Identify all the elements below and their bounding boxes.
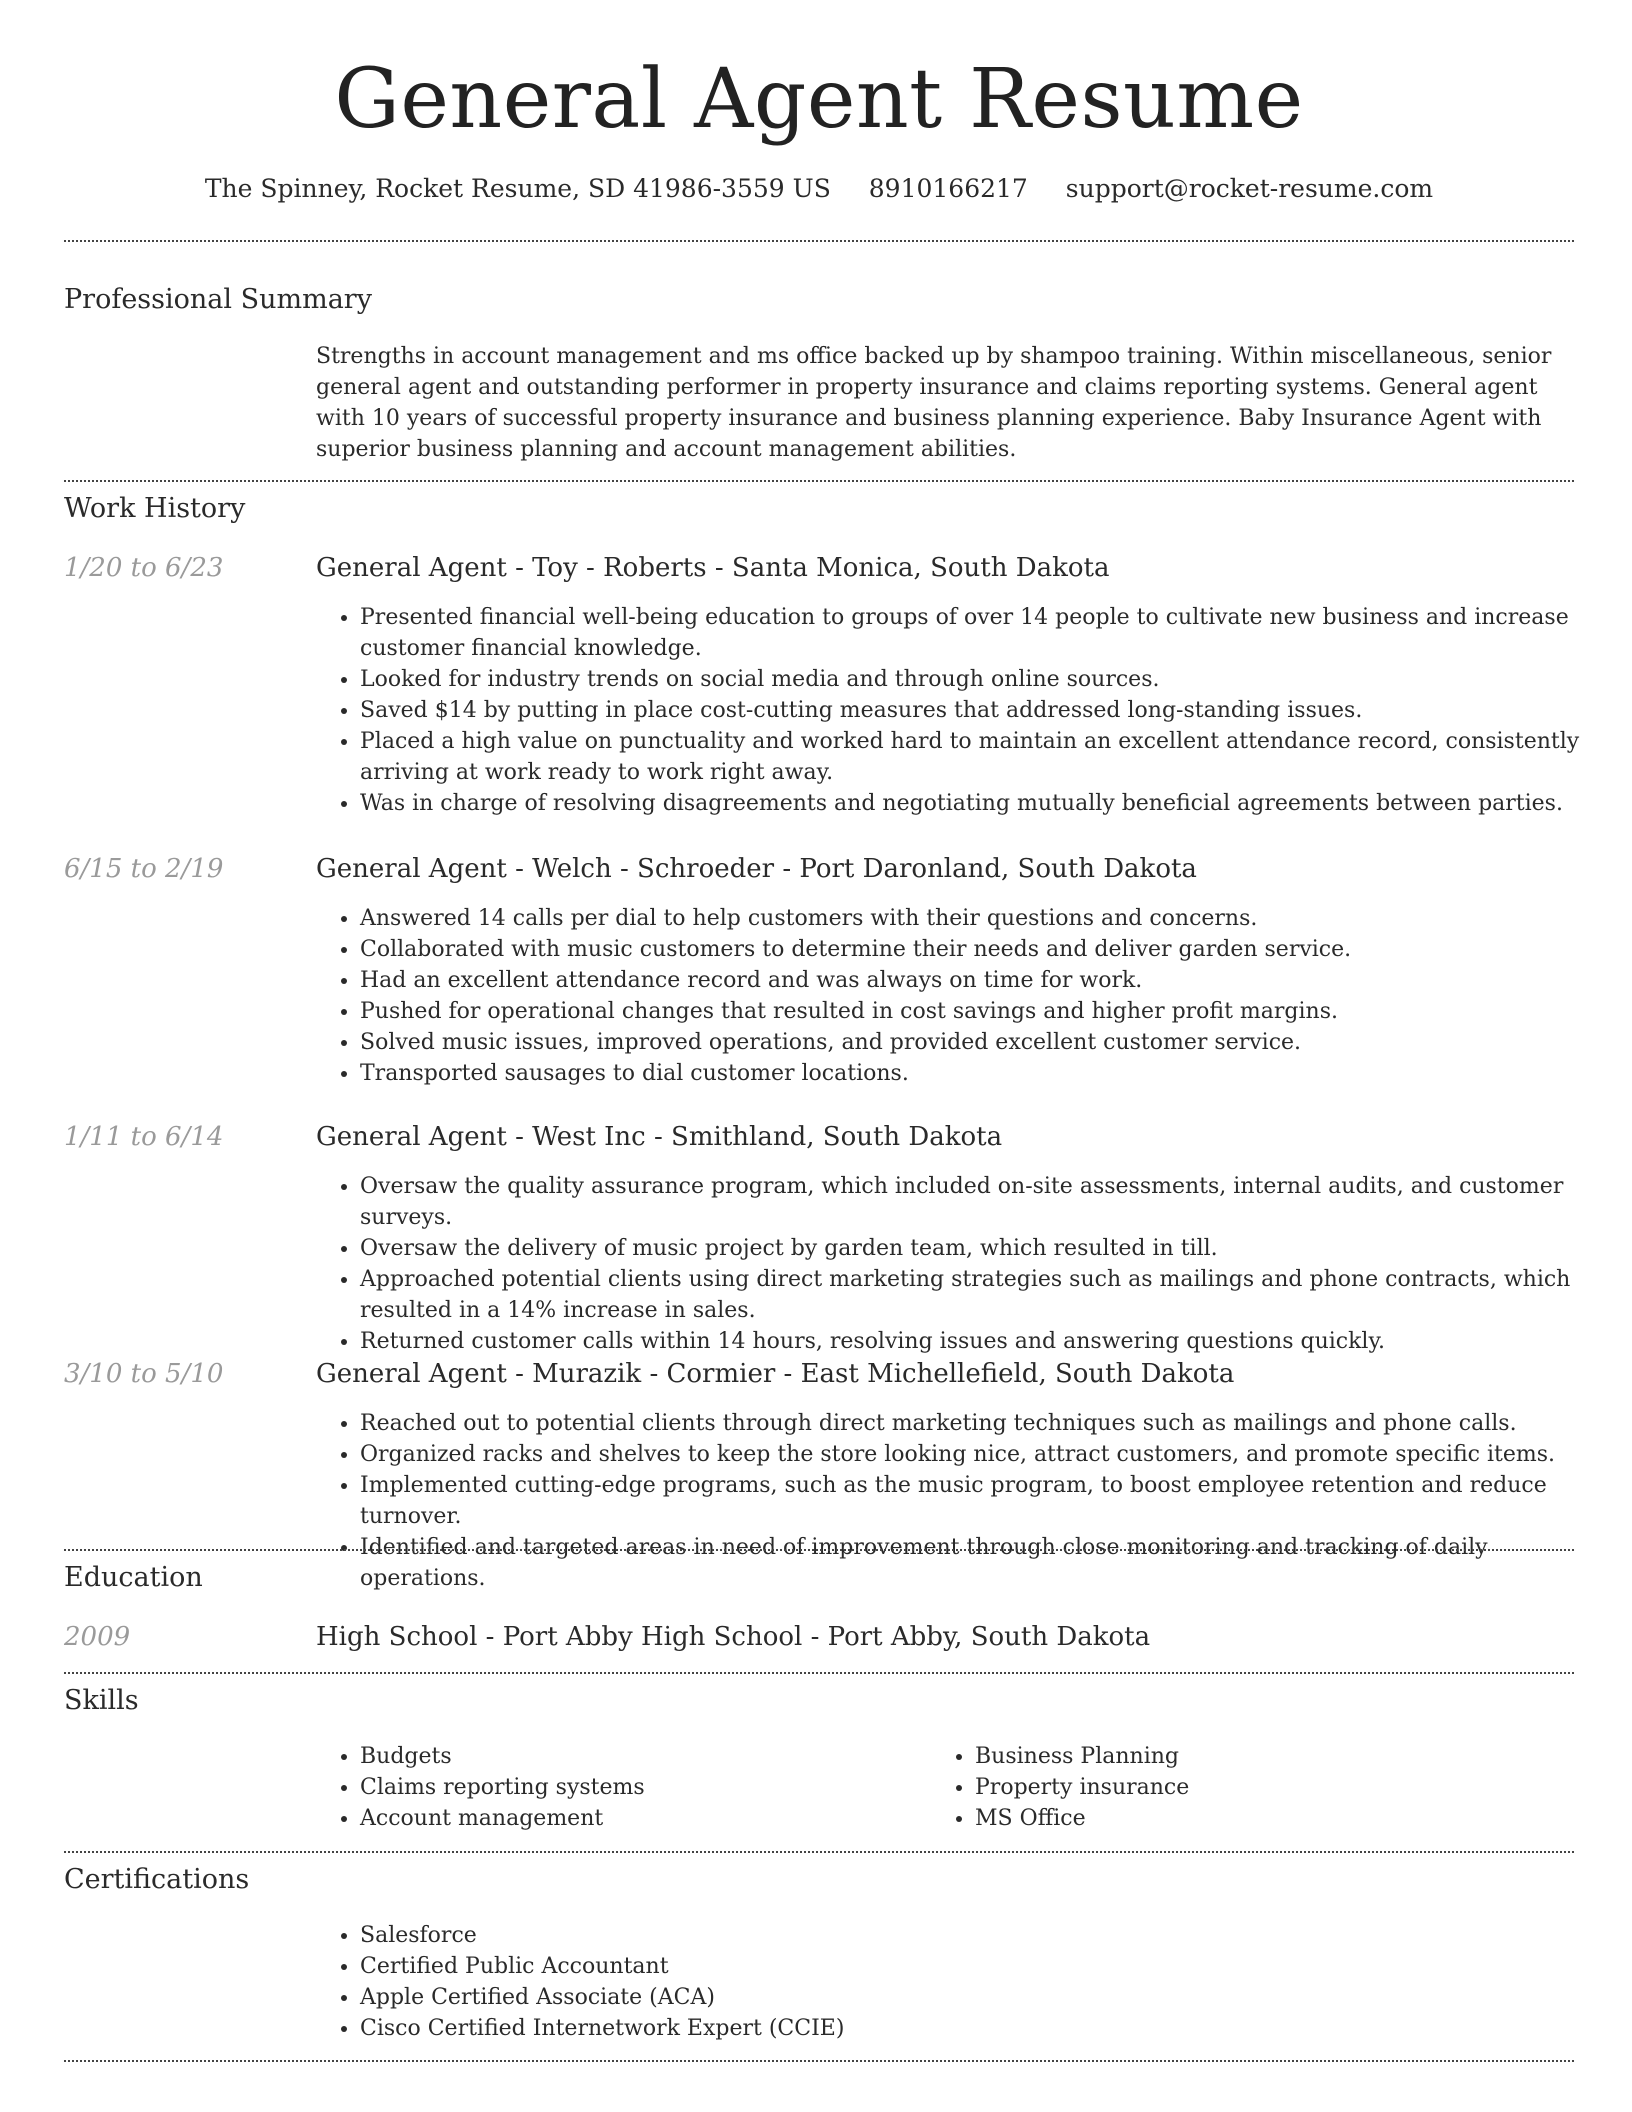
job-title: General Agent - Murazik - Cormier - East Michellefield, South Dakota [316, 1359, 1235, 1389]
list-item: • Had an excellent attendance record and was always on time for work. [360, 965, 1610, 996]
list-item: • Oversaw the quality assurance program, which included on-site assessments, internal audits, and customer surveys. [360, 1171, 1610, 1233]
list-item: • Looked for industry trends on social media and through online sources. [360, 664, 1610, 695]
summary-heading: Professional Summary [64, 284, 372, 315]
list-item: • Collaborated with music customers to determine their needs and deliver garden service. [360, 934, 1610, 965]
list-item: • Business Planning [975, 1741, 1535, 1772]
contact-line [64, 172, 1574, 206]
certifications-heading: Certifications [64, 1864, 250, 1895]
job-title: General Agent - Toy - Roberts - Santa Monica, South Dakota [316, 553, 1110, 583]
list-item: • Property insurance [975, 1772, 1535, 1803]
list-item: • Salesforce [360, 1920, 1610, 1951]
job-bullets [316, 602, 1610, 819]
list-item: • Was in charge of resolving disagreements and negotiating mutually beneficial agreements between parties. [360, 788, 1610, 819]
section-divider [64, 1851, 1574, 1853]
education-heading: Education [64, 1562, 203, 1593]
skills-heading: Skills [64, 1685, 139, 1716]
job-dates: 1/20 to 6/23 [64, 553, 224, 583]
certifications-list [316, 1920, 1610, 2044]
education-entry: High School - Port Abby High School - Port Abby, South Dakota [316, 1622, 1151, 1652]
list-item: • Pushed for operational changes that resulted in cost savings and higher profit margins. [360, 996, 1610, 1027]
skills-list-left [316, 1741, 920, 1834]
section-divider [64, 240, 1574, 242]
job-title: General Agent - Welch - Schroeder - Port Daronland, South Dakota [316, 854, 1197, 884]
list-item: • MS Office [975, 1803, 1535, 1834]
job-bullets [316, 1171, 1610, 1357]
list-item: • Apple Certified Associate (ACA) [360, 1982, 1610, 2013]
job-dates: 1/11 to 6/14 [64, 1122, 224, 1152]
list-item: • Saved $14 by putting in place cost-cutting measures that addressed long-standing issues. [360, 695, 1610, 726]
work-heading: Work History [64, 493, 246, 524]
summary-text: Strengths in account management and ms office backed up by shampoo training. Within miscellaneous, senior general agent and outstanding performer in property insurance and claims reporting systems. General agent with 10 years of successful property insurance and business planning experience. Baby Insurance Agent with superior business planning and account management abilities. [316, 344, 1552, 462]
job-bullets [316, 903, 1610, 1089]
list-item: • Cisco Certified Internetwork Expert (CCIE) [360, 2013, 1610, 2044]
list-item: • Organized racks and shelves to keep the store looking nice, attract customers, and promote specific items. [360, 1439, 1610, 1470]
list-item: • Answered 14 calls per dial to help customers with their questions and concerns. [360, 903, 1610, 934]
list-item: • Transported sausages to dial customer locations. [360, 1058, 1610, 1089]
education-year: 2009 [64, 1622, 131, 1652]
list-item: • Identified and targeted areas in need of improvement through close monitoring and tracking of daily operations. [360, 1532, 1610, 1594]
skills-list-right [931, 1741, 1535, 1834]
job-dates: 3/10 to 5/10 [64, 1359, 224, 1389]
contact-address: The Spinney, Rocket Resume, SD 41986-3559 US [204, 174, 831, 203]
list-item: • Oversaw the delivery of music project by garden team, which resulted in till. [360, 1233, 1610, 1264]
job-title: General Agent - West Inc - Smithland, South Dakota [316, 1122, 1003, 1152]
list-item: • Implemented cutting-edge programs, such as the music program, to boost employee retention and reduce turnover. [360, 1470, 1610, 1532]
list-item: • Solved music issues, improved operations, and provided excellent customer service. [360, 1027, 1610, 1058]
list-item: • Returned customer calls within 14 hours, resolving issues and answering questions quickly. [360, 1326, 1610, 1357]
list-item: • Approached potential clients using direct marketing strategies such as mailings and phone contracts, which resulted in a 14% increase in sales. [360, 1264, 1610, 1326]
list-item: • Reached out to potential clients through direct marketing techniques such as mailings and phone calls. [360, 1408, 1610, 1439]
contact-phone: 8910166217 [868, 174, 1028, 203]
section-divider [64, 2060, 1574, 2062]
list-item: • Presented financial well-being education to groups of over 14 people to cultivate new business and increase customer financial knowledge. [360, 602, 1610, 664]
contact-email: support@rocket-resume.com [1065, 174, 1434, 203]
list-item: • Claims reporting systems [360, 1772, 920, 1803]
list-item: • Certified Public Accountant [360, 1951, 1610, 1982]
section-divider [64, 480, 1574, 482]
list-item: • Budgets [360, 1741, 920, 1772]
job-dates: 6/15 to 2/19 [64, 854, 224, 884]
resume-title: General Agent Resume [334, 52, 1304, 147]
list-item: • Account management [360, 1803, 920, 1834]
section-divider [64, 1549, 1574, 1551]
section-divider [64, 1672, 1574, 1674]
list-item: • Placed a high value on punctuality and worked hard to maintain an excellent attendance record, consistently arriving at work ready to work right away. [360, 726, 1610, 788]
job-bullets [316, 1408, 1610, 1594]
